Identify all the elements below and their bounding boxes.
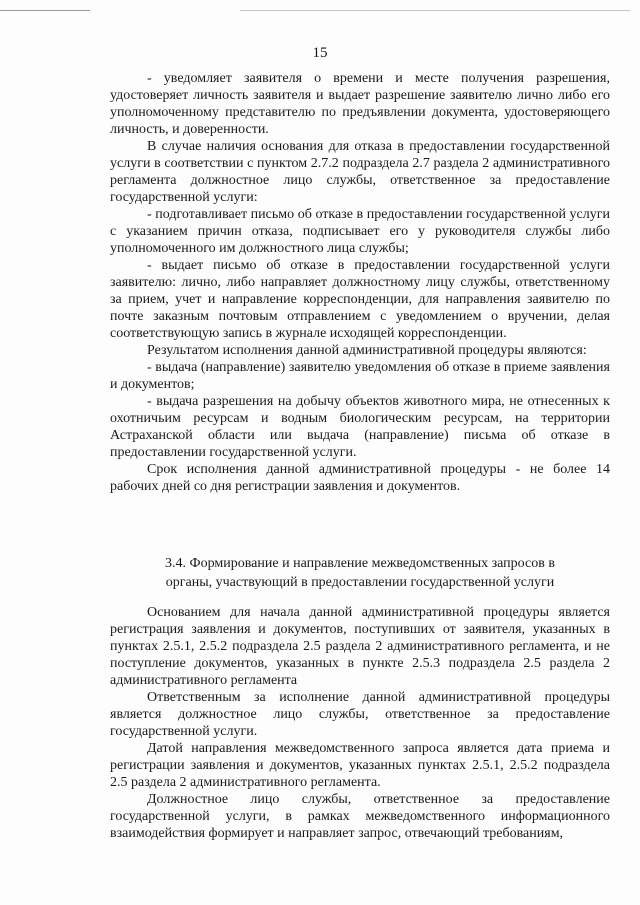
paragraph: - выдача (направление) заявителю уведомления об отказе в приеме заявления и документов; xyxy=(110,360,610,392)
paragraph: Срок исполнения данной административной процедуры - не более 14 рабочих дней со дня регистрации заявления и документов. xyxy=(110,462,610,494)
paragraph: Основанием для начала данной административной процедуры является регистрация заявления и документов, поступивших от заявителя, указанных в пунктах 2.5.1, 2.5.2 подраздела 2.5 раздела 2 административного регламента, и не поступление документов, указанных в пункте 2.5.3 подраздела 2.5 раздела 2 административного регламента xyxy=(110,605,610,688)
body-text-top xyxy=(110,70,610,495)
section-heading xyxy=(110,554,610,592)
paragraph: - подготавливает письмо об отказе в предоставлении государственной услуги с указанием причин отказа, подписывает его у руководителя службы либо уполномоченного им должностного лица службы; xyxy=(110,207,610,256)
paragraph: Датой направления межведомственного запроса является дата приема и регистрации заявления и документов, указанных пунктах 2.5.1, 2.5.2 подраздела 2.5 раздела 2 административного регламента. xyxy=(110,741,610,790)
scan-artifact-line xyxy=(0,10,90,11)
body-text-bottom xyxy=(110,604,610,842)
section-heading-line: органы, участвующий в предоставлении государственной услуги xyxy=(165,575,555,590)
paragraph: Ответственным за исполнение данной административной процедуры является должностное лицо службы, ответственное за предоставление государственной услуги. xyxy=(110,690,610,739)
paragraph: В случае наличия основания для отказа в предоставлении государственной услуги в соответствии с пунктом 2.7.2 подраздела 2.7 раздела 2 административного регламента должностное лицо службы, ответственное за предоставление государственной услуги: xyxy=(110,139,610,205)
paragraph: Результатом исполнения данной административной процедуры являются: xyxy=(147,343,587,358)
paragraph: - выдача разрешения на добычу объектов животного мира, не отнесенных к охотничьим ресурсам и водным биологическим ресурсам, на территории Астраханской области или выдача (направление) письма об отказе в предоставлении государственной услуги. xyxy=(110,394,610,460)
paragraph: - выдает письмо об отказе в предоставлении государственной услуги заявителю: лично, либо направляет должностному лицу службы, ответственному за прием, учет и направление корреспонденции, для направления заявителю по почте заказным почтовым отправлением с уведомлением о вручении, делая соответствующую запись в журнале исходящей корреспонденции. xyxy=(110,258,610,341)
paragraph: - уведомляет заявителя о времени и месте получения разрешения, удостоверяет личность заявителя и выдает разрешение заявителю лично либо его уполномоченному представителю по предъявлении документа, удостоверяющего личность, и доверенности. xyxy=(110,71,610,137)
page-number: 15 xyxy=(312,45,328,61)
paragraph: Должностное лицо службы, ответственное за предоставление государственной услуги, в рамках межведомственного информационного взаимодействия формирует и направляет запрос, отвечающий требованиям, xyxy=(110,792,610,841)
section-heading-line: 3.4. Формирование и направление межведомственных запросов в xyxy=(165,556,555,571)
scan-artifact-line xyxy=(240,10,630,11)
